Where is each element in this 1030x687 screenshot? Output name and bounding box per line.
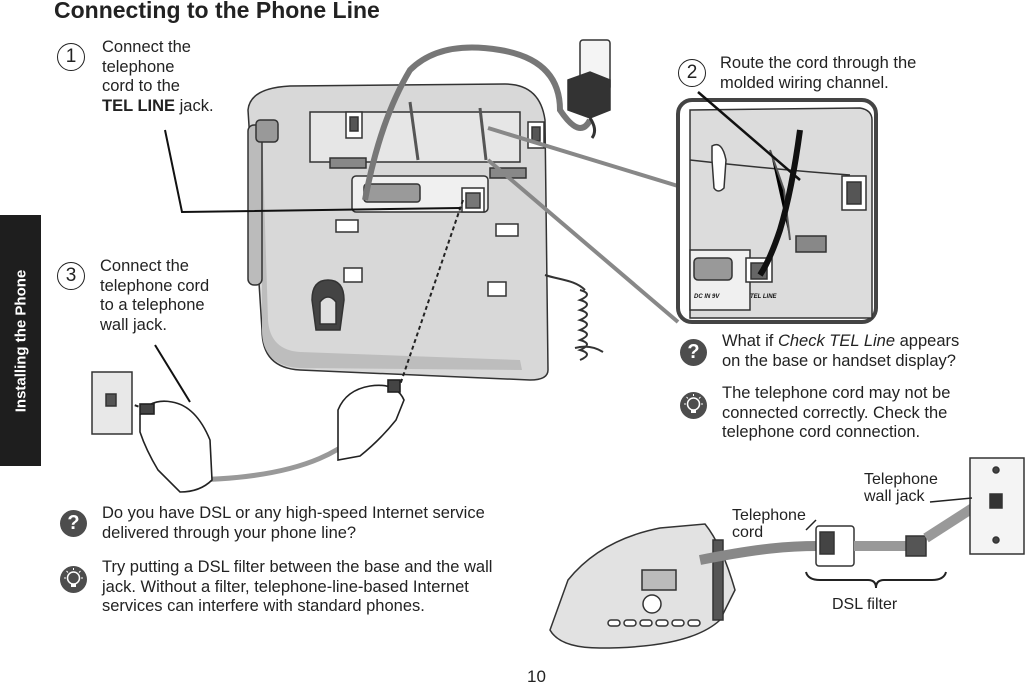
step-1-tail: jack. xyxy=(175,96,214,115)
dsl-diagram xyxy=(550,458,1024,648)
wall-jack-left xyxy=(92,372,132,434)
page-title: Connecting to the Phone Line xyxy=(54,0,380,23)
tel-q-italic: Check TEL Line xyxy=(777,332,896,350)
tel-line-question xyxy=(722,332,959,371)
dsl-a-line: Try putting a DSL filter between the base and the wall xyxy=(102,558,493,576)
step-1-text xyxy=(102,38,214,116)
step-1-line: cord to the xyxy=(102,77,180,95)
question-icon: ? xyxy=(680,339,707,366)
wall-jack-label-line: Telephone xyxy=(864,471,938,488)
hand-right xyxy=(338,380,404,460)
step-3-line: wall jack. xyxy=(100,315,167,334)
step-3-text xyxy=(100,257,209,335)
wall-jack-label-line: wall jack xyxy=(864,488,925,505)
section-tab-label: Installing the Phone xyxy=(12,269,29,412)
step-3-number: 3 xyxy=(57,262,85,290)
dsl-answer xyxy=(102,558,492,617)
dsl-q-line: delivered through your phone line? xyxy=(102,523,357,542)
tel-q-pre: What if xyxy=(722,332,778,350)
dsl-a-line: services can interfere with standard phones. xyxy=(102,597,425,615)
step-3-line: to a telephone xyxy=(100,296,205,314)
tel-a-line: connected correctly. Check the xyxy=(722,403,948,422)
step-1-number: 1 xyxy=(57,43,85,71)
tel-a-line: telephone cord connection. xyxy=(722,423,921,441)
tel-a-line: The telephone cord may not be xyxy=(722,384,951,402)
tel-line-answer xyxy=(722,384,950,443)
telephone-cord-label xyxy=(732,507,806,541)
dsl-filter-label: DSL filter xyxy=(832,596,898,613)
dsl-a-line: jack. Without a filter, telephone-line-based Internet xyxy=(102,577,469,596)
cord-label-line: cord xyxy=(732,524,764,541)
wall-jack-label xyxy=(864,471,938,505)
tel-line-label: TEL LINE xyxy=(750,294,777,300)
lightbulb-icon xyxy=(680,392,707,419)
dc-in-label: DC IN 9V xyxy=(694,294,720,300)
step-3-line: telephone cord xyxy=(100,276,210,295)
dsl-question xyxy=(102,504,485,543)
cord-label-line: Telephone xyxy=(732,507,806,524)
tel-line-jack-label: TEL LINE xyxy=(102,96,176,115)
coiled-cord xyxy=(545,275,603,360)
step-2-line: molded wiring channel. xyxy=(720,73,889,92)
step-3-line: Connect the xyxy=(100,257,189,275)
tel-q-post: appears xyxy=(895,332,960,350)
hand-left xyxy=(140,401,212,492)
dsl-q-line: Do you have DSL or any high-speed Internet service xyxy=(102,504,485,522)
phone-base-rear xyxy=(248,84,548,380)
page-number: 10 xyxy=(527,667,546,686)
step-2-text xyxy=(720,54,916,93)
step-1-line: Connect the xyxy=(102,38,191,56)
lightbulb-icon xyxy=(60,566,87,593)
step-2-line: Route the cord through the xyxy=(720,54,917,72)
tel-q-line2: on the base or handset display? xyxy=(722,351,956,370)
step-2-number: 2 xyxy=(678,59,706,87)
step-1-line: telephone xyxy=(102,57,175,76)
question-icon: ? xyxy=(60,510,87,537)
